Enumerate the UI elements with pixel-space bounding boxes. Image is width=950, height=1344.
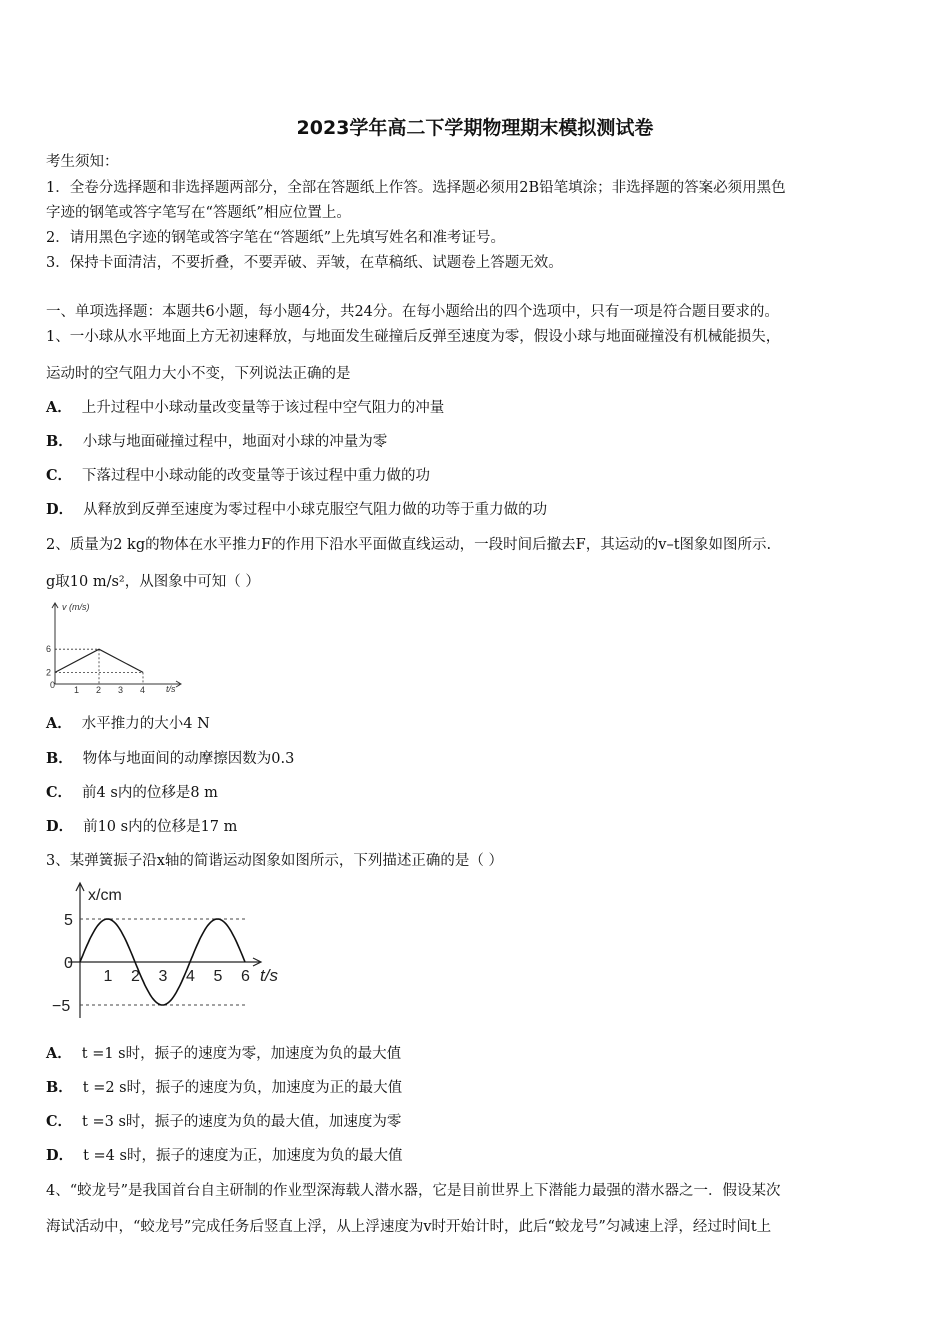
q1-option-c: C． 下落过程中小球动能的改变量等于该过程中重力做的功 xyxy=(46,467,431,484)
q1-option-b: B． 小球与地面碰撞过程中，地面对小球的冲量为零 xyxy=(46,433,388,450)
y-tick-label: 0 xyxy=(64,955,73,972)
x-tick-label: 2 xyxy=(96,685,102,695)
notice-line-3: 2．请用黑色字迹的钢笔或答字笔在“答题纸”上先填写姓名和准考证号。 xyxy=(46,230,506,246)
q1-stem-line-1: 1、一小球从水平地面上方无初速释放，与地面发生碰撞后反弹至速度为零，假设小球与地面碰撞没有机械能损失， xyxy=(46,329,781,345)
q3-option-c: C． t =3 s时，振子的速度为负的最大值，加速度为零 xyxy=(46,1113,402,1130)
q2-stem-line-2: g取10 m/s²，从图象中可知（ ） xyxy=(46,574,260,590)
notice-line-4: 3．保持卡面清洁，不要折叠，不要弄破、弄皱，在草稿纸、试题卷上答题无效。 xyxy=(46,255,563,271)
y-tick-label: 5 xyxy=(64,912,73,929)
section-heading: 一、单项选择题：本题共6小题，每小题4分，共24分。在每小题给出的四个选项中，只有一项是符合题目要求的。 xyxy=(46,304,779,320)
q1-option-a: A． 上升过程中小球动量改变量等于该过程中空气阻力的冲量 xyxy=(46,399,445,416)
q1-stem-line-2: 运动时的空气阻力大小不变，下列说法正确的是 xyxy=(46,366,351,382)
q3-option-d: D． t =4 s时，振子的速度为正，加速度为负的最大值 xyxy=(46,1147,403,1164)
q2-option-c: C． 前4 s内的位移是8 m xyxy=(46,784,218,801)
y-axis-label: x/cm xyxy=(88,887,122,904)
x-tick-label: 1 xyxy=(103,968,113,985)
x-tick-label: 4 xyxy=(140,685,146,695)
x-tick-label: 5 xyxy=(213,968,223,985)
notice-line-1: 1．全卷分选择题和非选择题两部分，全部在答题纸上作答。选择题必须用2B铅笔填涂；非选择题的答案必须用黑色 xyxy=(46,180,786,196)
y-axis-label: v (m/s) xyxy=(62,602,90,612)
q2-option-a: A． 水平推力的大小4 N xyxy=(46,715,210,732)
q3-option-b: B． t =2 s时，振子的速度为负，加速度为正的最大值 xyxy=(46,1079,403,1096)
q3-option-a: A． t =1 s时，振子的速度为零，加速度为负的最大值 xyxy=(46,1045,402,1062)
page-title: 2023学年高二下学期物理期末模拟测试卷 xyxy=(296,117,654,139)
x-tick-label: 3 xyxy=(158,968,168,985)
q2-option-b: B． 物体与地面间的动摩擦因数为0.3 xyxy=(46,750,295,767)
y-tick-label: −5 xyxy=(52,998,71,1015)
q1-option-d: D． 从释放到反弹至速度为零过程中小球克服空气阻力做的功等于重力做的功 xyxy=(46,501,548,518)
xt-chart xyxy=(52,878,302,1026)
q3-stem: 3、某弹簧振子沿x轴的简谐运动图象如图所示，下列描述正确的是（ ） xyxy=(46,853,504,869)
notice-line-2: 字迹的钢笔或答字笔写在“答题纸”相应位置上。 xyxy=(46,205,351,221)
notice-heading: 考生须知： xyxy=(46,154,119,170)
x-axis-label: t/s xyxy=(166,684,176,694)
q4-stem-line-1: 4、“蛟龙号”是我国首台自主研制的作业型深海载人潜水器，它是目前世界上下潜能力最强的潜水器之一．假设某次 xyxy=(46,1183,781,1199)
x-tick-label: 2 xyxy=(131,968,140,985)
x-tick-label: 3 xyxy=(118,685,124,695)
x-tick-label: 4 xyxy=(186,968,195,985)
y-tick-label: 6 xyxy=(46,644,52,655)
series-line-v xyxy=(55,649,143,672)
vt-chart xyxy=(40,598,190,696)
x-tick-label: 6 xyxy=(241,968,250,985)
x-tick-label: 1 xyxy=(74,685,80,695)
x-tick-label: 0 xyxy=(50,680,56,690)
x-axis-label: t/s xyxy=(260,966,278,985)
q2-stem-line-1: 2、质量为2 kg的物体在水平推力F的作用下沿水平面做直线运动，一段时间后撤去F，其运动的v–t图象如图所示. xyxy=(46,537,772,553)
q2-option-d: D． 前10 s内的位移是17 m xyxy=(46,818,238,835)
y-tick-label: 2 xyxy=(46,667,52,678)
q4-stem-line-2: 海试活动中，“蛟龙号”完成任务后竖直上浮，从上浮速度为v时开始计时，此后“蛟龙号”匀减速上浮，经过时间t上 xyxy=(46,1219,772,1235)
